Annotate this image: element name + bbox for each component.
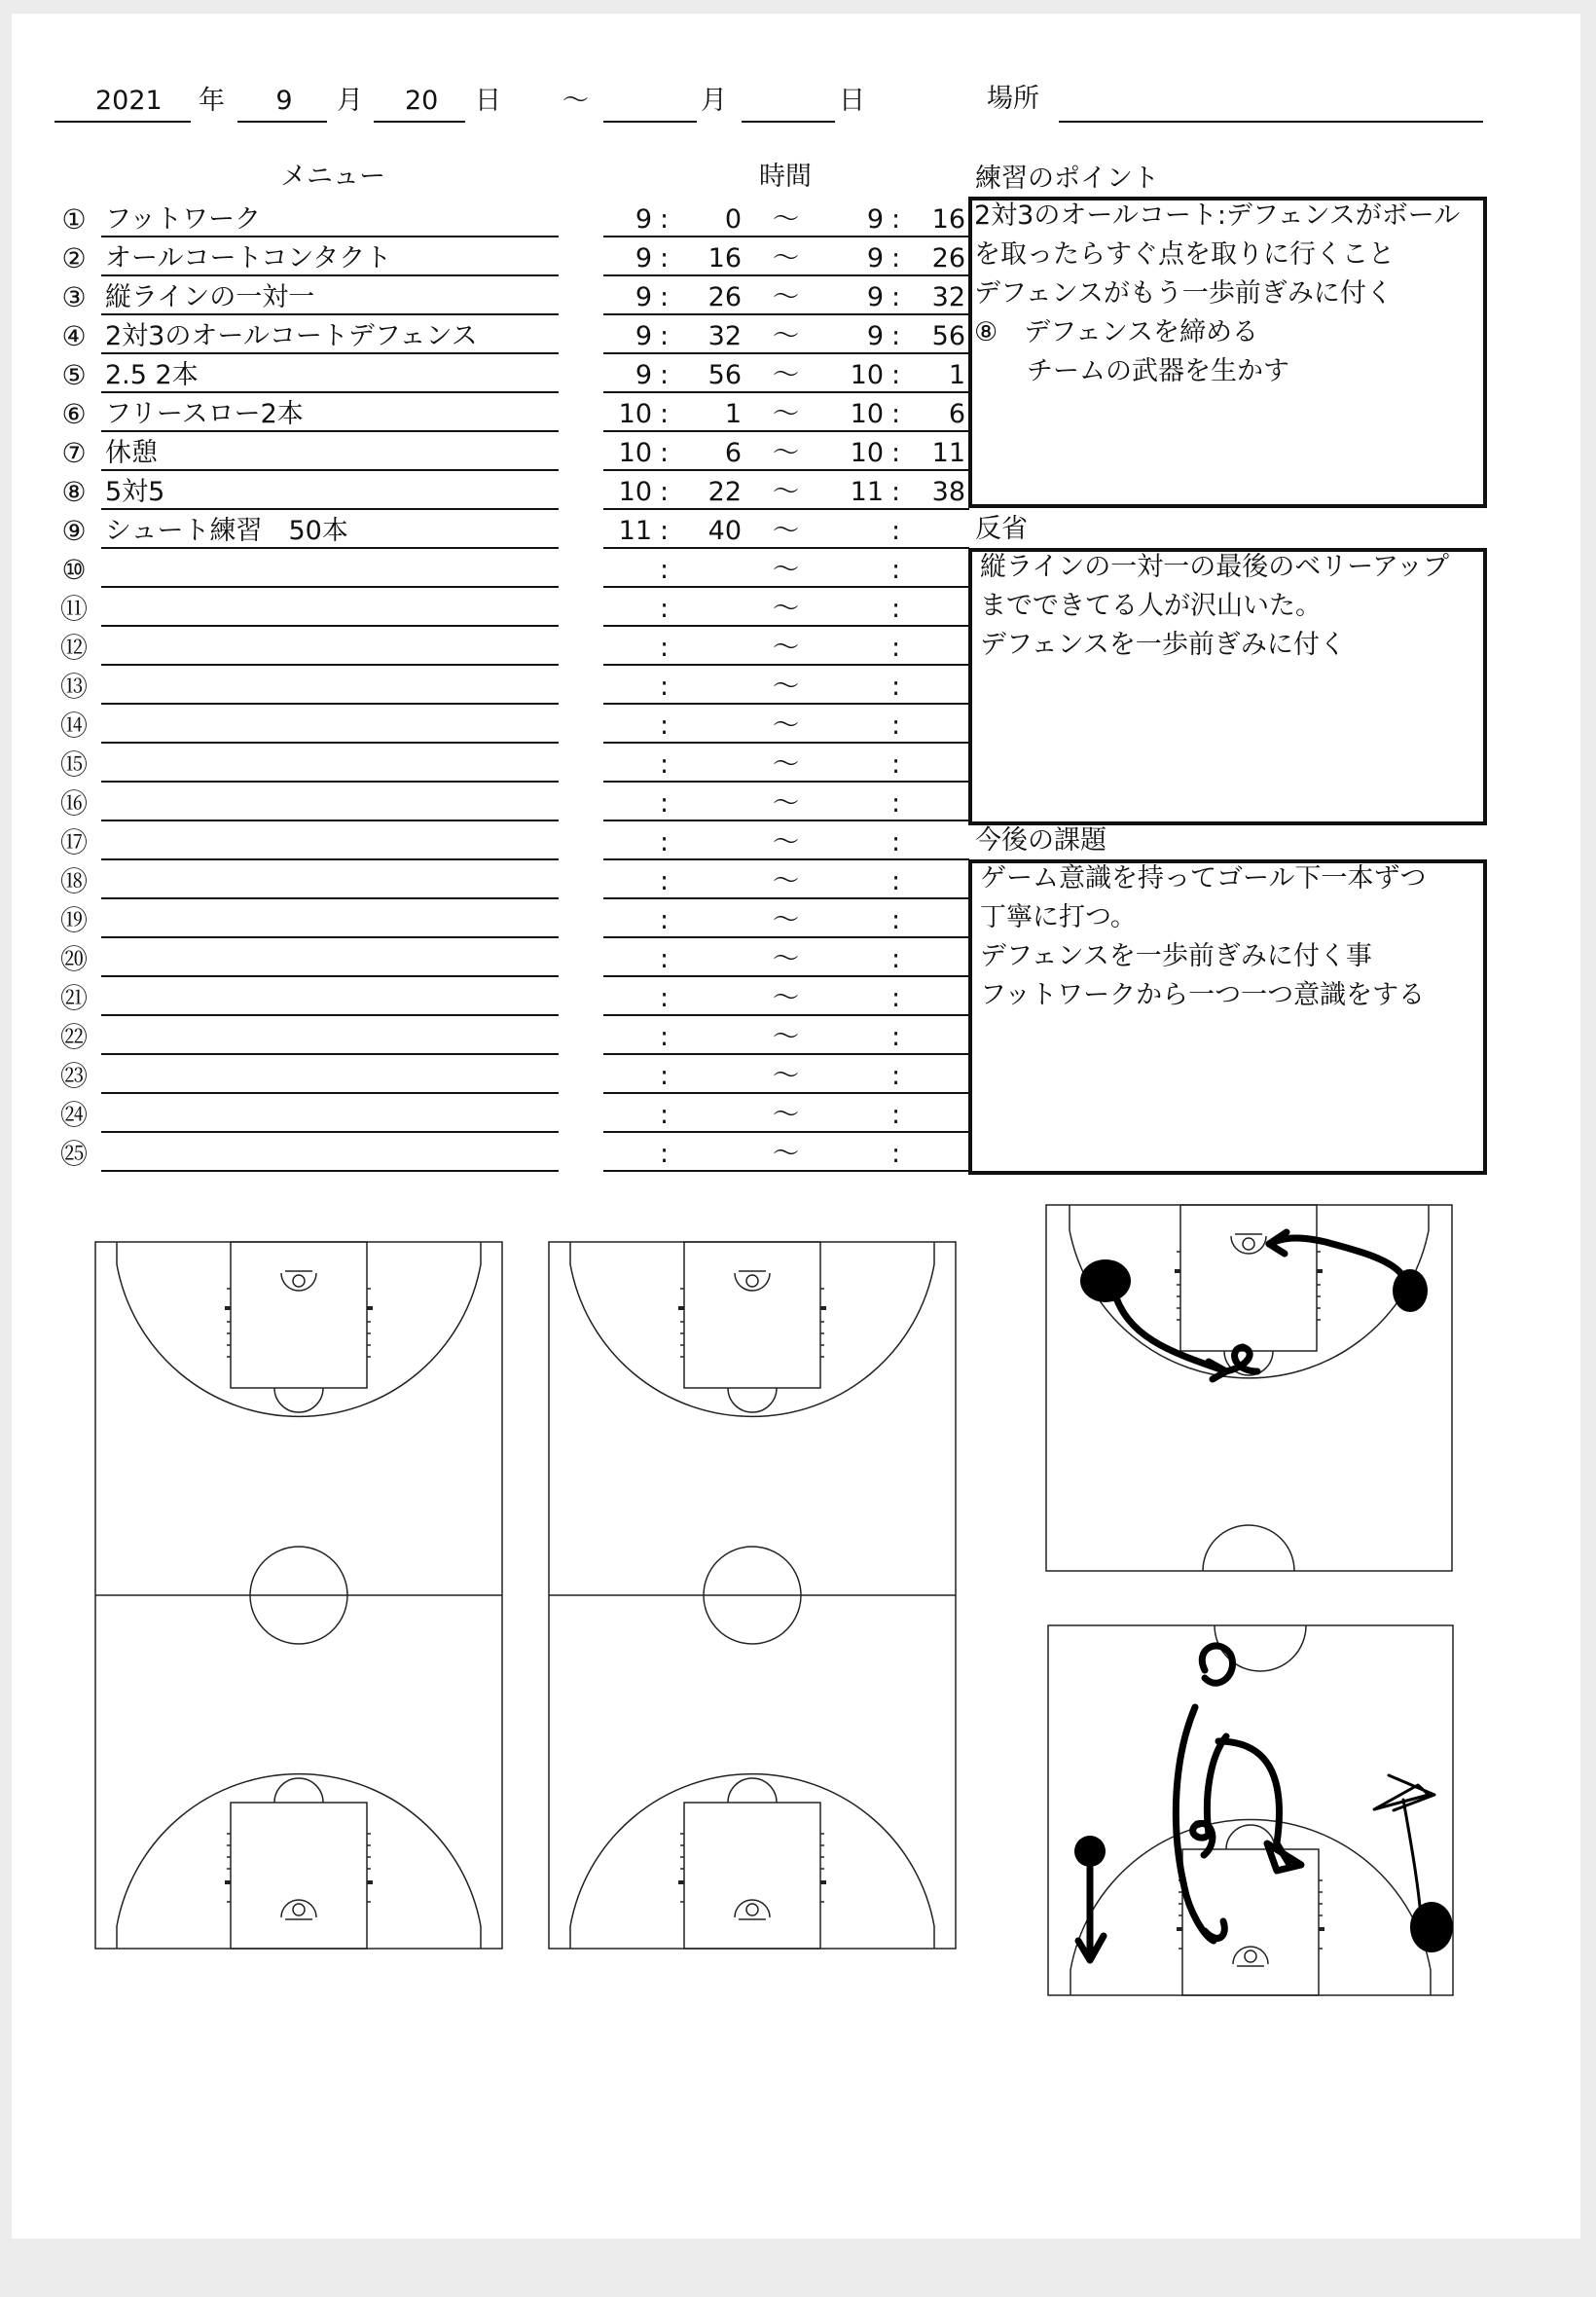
time-colon: : [891, 594, 901, 624]
end-minute: 11 [931, 438, 965, 468]
task-line: デフェンスを一歩前ぎみに付く事 [980, 941, 1372, 971]
end-month-label: 月 [701, 86, 727, 116]
time-colon: : [660, 1061, 670, 1091]
time-colon: : [891, 866, 901, 896]
time-colon: : [660, 204, 670, 235]
points-line: チームの武器を生かす [974, 356, 1289, 386]
time-colon: : [660, 711, 670, 741]
menu-item: オールコートコンタクト [105, 243, 392, 273]
end-hour: 10 [850, 399, 884, 429]
range-separator: ～ [562, 86, 589, 116]
time-colon: : [891, 905, 901, 935]
menu-item: 休憩 [105, 438, 158, 468]
tasks-label: 今後の課題 [975, 825, 1106, 856]
menu-column-header: メニュー [280, 162, 385, 192]
tilde: ～ [773, 749, 799, 780]
task-line: ゲーム意識を持ってゴール下一本ずつ [980, 863, 1427, 893]
month-label: 月 [337, 86, 363, 116]
tilde: ～ [773, 711, 799, 741]
tilde: ～ [773, 1100, 799, 1130]
tilde: ～ [773, 633, 799, 663]
time-colon: : [891, 1022, 901, 1052]
time-colon: : [891, 282, 901, 312]
tilde: ～ [773, 321, 799, 351]
row-number: ⑩ [61, 554, 87, 586]
menu-item: 2対3のオールコートデフェンス [105, 321, 478, 351]
tilde: ～ [773, 360, 799, 390]
points-label: 練習のポイント [975, 164, 1159, 194]
time-colon: : [891, 399, 901, 429]
reflection-label: 反省 [975, 514, 1028, 544]
start-hour: 9 [635, 204, 652, 235]
reflection-line: までできてる人が沢山いた。 [980, 591, 1322, 621]
tilde: ～ [773, 983, 799, 1013]
tilde: ～ [773, 399, 799, 429]
day-value: 20 [405, 86, 439, 116]
time-colon: : [660, 243, 670, 273]
start-minute: 16 [707, 243, 742, 273]
row-number: ⑰ [59, 826, 88, 858]
time-colon: : [660, 749, 670, 780]
end-hour: 11 [850, 477, 884, 507]
start-minute: 6 [724, 438, 742, 468]
time-colon: : [660, 1100, 670, 1130]
place-label: 場所 [987, 84, 1039, 114]
time-colon: : [660, 1022, 670, 1052]
tilde: ～ [773, 1022, 799, 1052]
row-number: ⑱ [59, 865, 88, 897]
menu-item: 5対5 [105, 477, 165, 507]
menu-item: 縦ラインの一対一 [105, 282, 315, 312]
end-hour: 9 [866, 204, 884, 235]
month-value: 9 [275, 86, 293, 116]
time-colon: : [891, 983, 901, 1013]
tilde: ～ [773, 477, 799, 507]
time-colon: : [660, 438, 670, 468]
time-colon: : [660, 555, 670, 585]
end-minute: 32 [931, 282, 965, 312]
points-line: 2対3のオールコート:デフェンスがボール [974, 201, 1461, 231]
time-colon: : [660, 866, 670, 896]
start-minute: 1 [724, 399, 742, 429]
time-colon: : [891, 944, 901, 974]
time-colon: : [891, 1139, 901, 1169]
time-colon: : [891, 827, 901, 857]
time-colon: : [891, 1100, 901, 1130]
task-line: 丁寧に打つ。 [980, 902, 1137, 932]
tilde: ～ [773, 788, 799, 819]
points-line: ⑧ デフェンスを締める [974, 317, 1259, 347]
time-colon: : [891, 477, 901, 507]
tilde: ～ [773, 944, 799, 974]
year-label: 年 [199, 86, 225, 116]
time-colon: : [891, 516, 901, 546]
tilde: ～ [773, 282, 799, 312]
time-colon: : [891, 438, 901, 468]
time-colon: : [660, 905, 670, 935]
end-minute: 56 [931, 321, 965, 351]
time-column-header: 時間 [759, 162, 812, 192]
day-label: 日 [475, 86, 501, 116]
time-colon: : [891, 788, 901, 819]
points-line: を取ったらすぐ点を取りに行くこと [974, 239, 1395, 270]
tilde: ～ [773, 243, 799, 273]
end-hour: 9 [866, 321, 884, 351]
end-hour: 10 [850, 360, 884, 390]
tilde: ～ [773, 1061, 799, 1091]
tilde: ～ [773, 594, 799, 624]
time-colon: : [891, 243, 901, 273]
row-number: ⑤ [61, 359, 87, 391]
row-number: ⑧ [61, 476, 87, 508]
full-court-1 [95, 1242, 502, 1949]
task-line: フットワークから一つ一つ意識をする [980, 980, 1426, 1010]
practice-sheet [12, 14, 1580, 2239]
start-minute: 0 [724, 204, 742, 235]
time-colon: : [891, 555, 901, 585]
row-number: ㉑ [59, 982, 88, 1014]
start-minute: 32 [707, 321, 742, 351]
menu-item: シュート練習 50本 [105, 516, 348, 546]
points-line: デフェンスがもう一歩前ぎみに付く [974, 278, 1393, 309]
start-hour: 9 [635, 243, 652, 273]
start-hour: 9 [635, 360, 652, 390]
menu-item: フリースロー2本 [105, 399, 304, 429]
row-number: ⑦ [61, 437, 87, 469]
row-number: ⑲ [59, 904, 88, 936]
tilde: ～ [773, 438, 799, 468]
end-hour: 9 [866, 243, 884, 273]
time-colon: : [891, 749, 901, 780]
row-number: ⑮ [59, 748, 88, 781]
court-diagrams [12, 14, 1580, 2239]
row-number: ㉔ [59, 1099, 88, 1131]
row-number: ⑨ [61, 515, 87, 547]
end-minute: 38 [931, 477, 965, 507]
end-hour: 10 [850, 438, 884, 468]
tilde: ～ [773, 866, 799, 896]
time-colon: : [891, 633, 901, 663]
time-colon: : [891, 204, 901, 235]
start-minute: 22 [707, 477, 742, 507]
row-number: ⑫ [59, 632, 88, 664]
row-number: ⑭ [59, 710, 88, 742]
menu-item: フットワーク [105, 204, 262, 235]
row-number: ⑥ [61, 398, 87, 430]
row-number: ① [61, 203, 87, 236]
tilde: ～ [773, 555, 799, 585]
start-hour: 11 [618, 516, 652, 546]
reflection-line: 縦ラインの一対一の最後のベリーアップ [980, 552, 1449, 582]
end-minute: 6 [948, 399, 965, 429]
time-colon: : [660, 477, 670, 507]
time-colon: : [660, 672, 670, 702]
reflection-line: デフェンスを一歩前ぎみに付く [980, 630, 1346, 660]
end-day-label: 日 [839, 86, 865, 116]
time-colon: : [891, 321, 901, 351]
time-colon: : [891, 1061, 901, 1091]
row-number: ④ [61, 320, 87, 352]
tilde: ～ [773, 204, 799, 235]
end-minute: 26 [931, 243, 965, 273]
start-minute: 56 [707, 360, 742, 390]
time-colon: : [891, 672, 901, 702]
play-drawing-1 [1080, 1232, 1428, 1379]
start-hour: 9 [635, 282, 652, 312]
row-number: ㉒ [59, 1021, 88, 1053]
tilde: ～ [773, 516, 799, 546]
end-minute: 1 [948, 360, 965, 390]
row-number: ⑳ [59, 943, 88, 975]
time-colon: : [891, 360, 901, 390]
row-number: ③ [61, 281, 87, 313]
row-number: ② [61, 242, 87, 274]
tilde: ～ [773, 1139, 799, 1169]
end-hour: 9 [866, 282, 884, 312]
time-colon: : [660, 827, 670, 857]
full-court-2 [549, 1242, 956, 1949]
time-colon: : [660, 1139, 670, 1169]
time-colon: : [891, 711, 901, 741]
time-colon: : [660, 594, 670, 624]
time-colon: : [660, 399, 670, 429]
row-number: ㉓ [59, 1060, 88, 1092]
row-number: ⑪ [59, 593, 88, 625]
play-drawing-2 [1074, 1646, 1453, 1960]
time-colon: : [660, 516, 670, 546]
row-number: ⑬ [59, 671, 88, 703]
time-colon: : [660, 633, 670, 663]
time-colon: : [660, 788, 670, 819]
time-colon: : [660, 282, 670, 312]
start-hour: 10 [618, 477, 652, 507]
tilde: ～ [773, 827, 799, 857]
start-hour: 10 [618, 438, 652, 468]
row-number: ㉕ [59, 1138, 88, 1170]
end-minute: 16 [931, 204, 965, 235]
time-colon: : [660, 321, 670, 351]
start-hour: 10 [618, 399, 652, 429]
start-minute: 26 [707, 282, 742, 312]
year-value: 2021 [95, 86, 163, 116]
start-minute: 40 [707, 516, 742, 546]
time-colon: : [660, 360, 670, 390]
time-colon: : [660, 944, 670, 974]
menu-item: 2.5 2本 [105, 360, 199, 390]
start-hour: 9 [635, 321, 652, 351]
row-number: ⑯ [59, 787, 88, 820]
tilde: ～ [773, 672, 799, 702]
time-colon: : [660, 983, 670, 1013]
tilde: ～ [773, 905, 799, 935]
